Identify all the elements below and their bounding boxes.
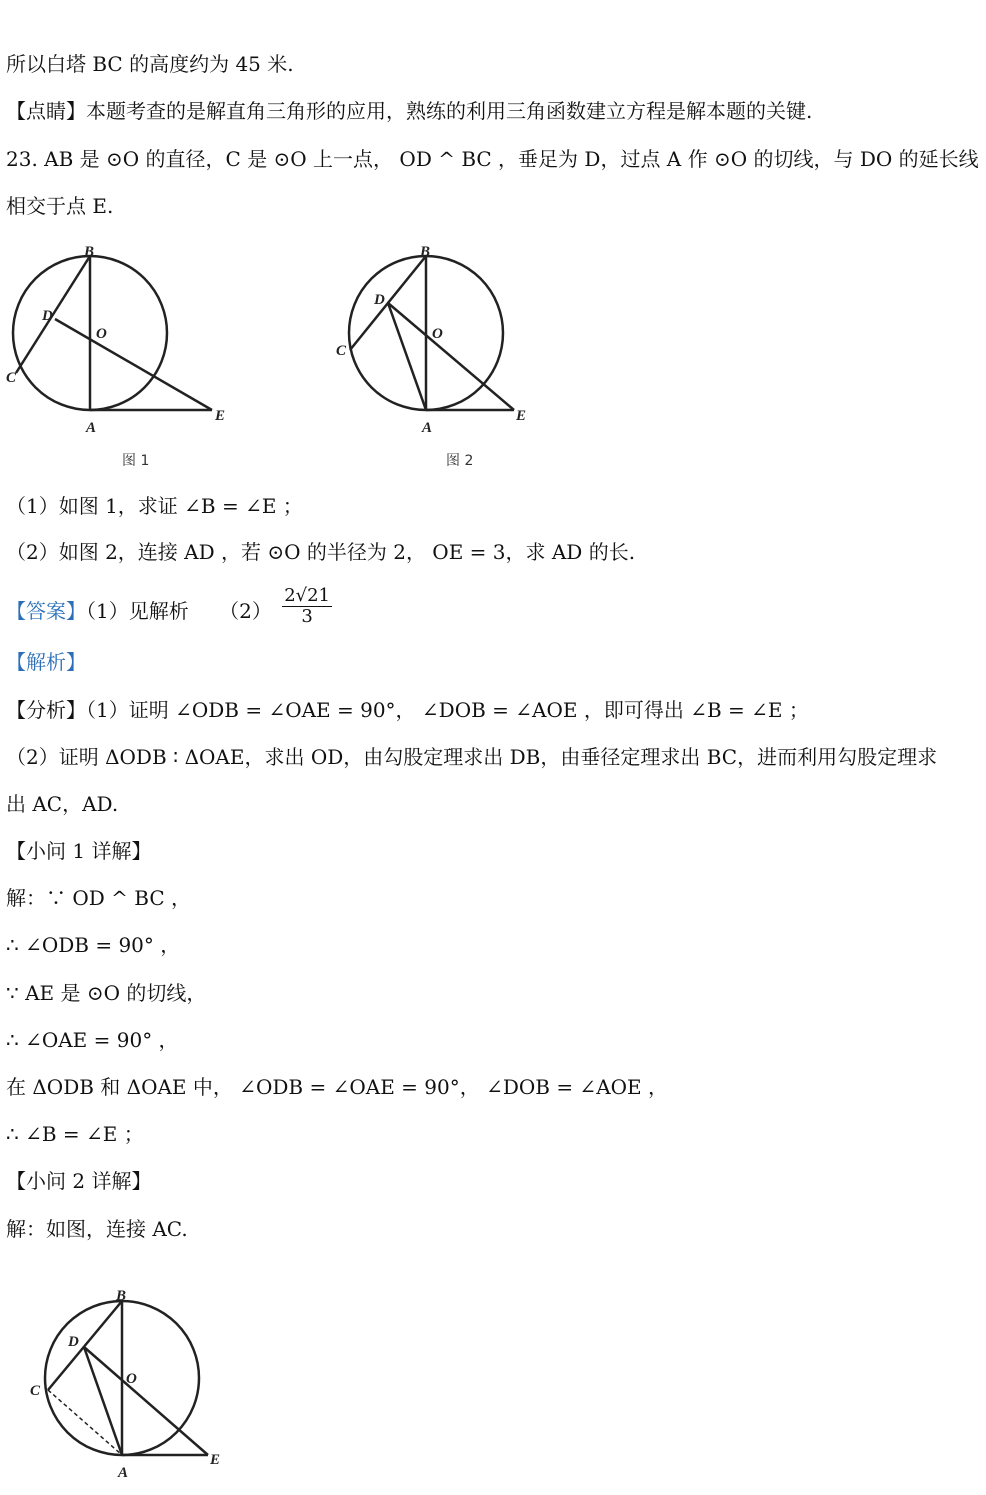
analysis-3: 出 AC，AD. bbox=[6, 792, 119, 816]
subquestion-2-heading: 【小问 2 详解】 bbox=[6, 1169, 152, 1193]
solution-2-step-1: 解：如图，连接 AC. bbox=[6, 1217, 188, 1241]
label-C: C bbox=[6, 370, 17, 386]
solution-step-2: ∴ ∠ODB = 90° ， bbox=[6, 933, 181, 957]
label-C: C bbox=[30, 1383, 41, 1399]
figure-3 bbox=[20, 1282, 240, 1487]
solution-step-1: 解：∵ OD ^ BC ， bbox=[6, 886, 191, 910]
label-D: D bbox=[374, 292, 385, 308]
label-D: D bbox=[42, 308, 53, 324]
analysis-1: 【分析】（1）证明 ∠ODB = ∠OAE = 90°， ∠DOB = ∠AOE ，即可得出 ∠B = ∠E ； bbox=[6, 698, 809, 722]
answer-tag: 【答案】 bbox=[6, 599, 86, 623]
fraction-denominator: 3 bbox=[301, 606, 313, 627]
label-A: A bbox=[422, 420, 433, 436]
label-E: E bbox=[215, 408, 226, 424]
label-B: B bbox=[116, 1288, 127, 1304]
solution-step-3: ∵ AE 是 ⊙O 的切线， bbox=[6, 981, 207, 1005]
figure-2-caption: 图 2 bbox=[446, 453, 474, 469]
label-B: B bbox=[84, 244, 95, 260]
answer-part-2: （2） bbox=[219, 599, 272, 623]
analysis-2: （2）证明 ΔODB ∶ ΔOAE，求出 OD，由勾股定理求出 DB，由垂径定理求出 BC，进而利用勾股定理求 bbox=[6, 745, 938, 769]
label-B: B bbox=[420, 244, 431, 260]
label-D: D bbox=[68, 1334, 79, 1350]
question-1: （1）如图 1，求证 ∠B = ∠E ； bbox=[6, 494, 303, 518]
problem-23-statement: 23. AB 是 ⊙O 的直径，C 是 ⊙O 上一点， OD ^ BC ，垂足为 D，过点 A 作 ⊙O 的切线，与 DO 的延长线 bbox=[6, 147, 979, 171]
problem-23-statement-cont: 相交于点 E. bbox=[6, 194, 114, 218]
figure-1 bbox=[0, 240, 240, 472]
label-E: E bbox=[516, 408, 527, 424]
subquestion-1-heading: 【小问 1 详解】 bbox=[6, 839, 152, 863]
answer-fraction bbox=[282, 586, 332, 627]
figure-2 bbox=[330, 240, 550, 472]
solution-step-4: ∴ ∠OAE = 90° ， bbox=[6, 1028, 179, 1052]
label-O: O bbox=[126, 1371, 137, 1387]
jiexi-heading: 【解析】 bbox=[6, 650, 86, 674]
question-2: （2）如图 2，连接 AD ，若 ⊙O 的半径为 2， OE = 3，求 AD 的长. bbox=[6, 540, 636, 564]
solution-step-6: ∴ ∠B = ∠E ； bbox=[6, 1122, 144, 1146]
label-O: O bbox=[96, 326, 107, 342]
label-E: E bbox=[210, 1452, 221, 1468]
solution-step-5: 在 ΔODB 和 ΔOAE 中， ∠ODB = ∠OAE = 90°， ∠DOB = ∠AOE ， bbox=[6, 1075, 668, 1099]
label-C: C bbox=[336, 343, 347, 359]
conclusion-line: 所以白塔 BC 的高度约为 45 米. bbox=[6, 52, 294, 76]
dianjing-line: 【点睛】本题考查的是解直角三角形的应用，熟练的利用三角函数建立方程是解本题的关键. bbox=[6, 99, 813, 123]
figure-1-caption: 图 1 bbox=[122, 453, 150, 469]
answer-part-1: （1）见解析 bbox=[86, 599, 189, 623]
answer-line bbox=[6, 585, 332, 633]
fraction-numerator: 2√21 bbox=[284, 585, 331, 606]
label-A: A bbox=[118, 1465, 129, 1481]
label-O: O bbox=[432, 326, 443, 342]
label-A: A bbox=[86, 420, 97, 436]
